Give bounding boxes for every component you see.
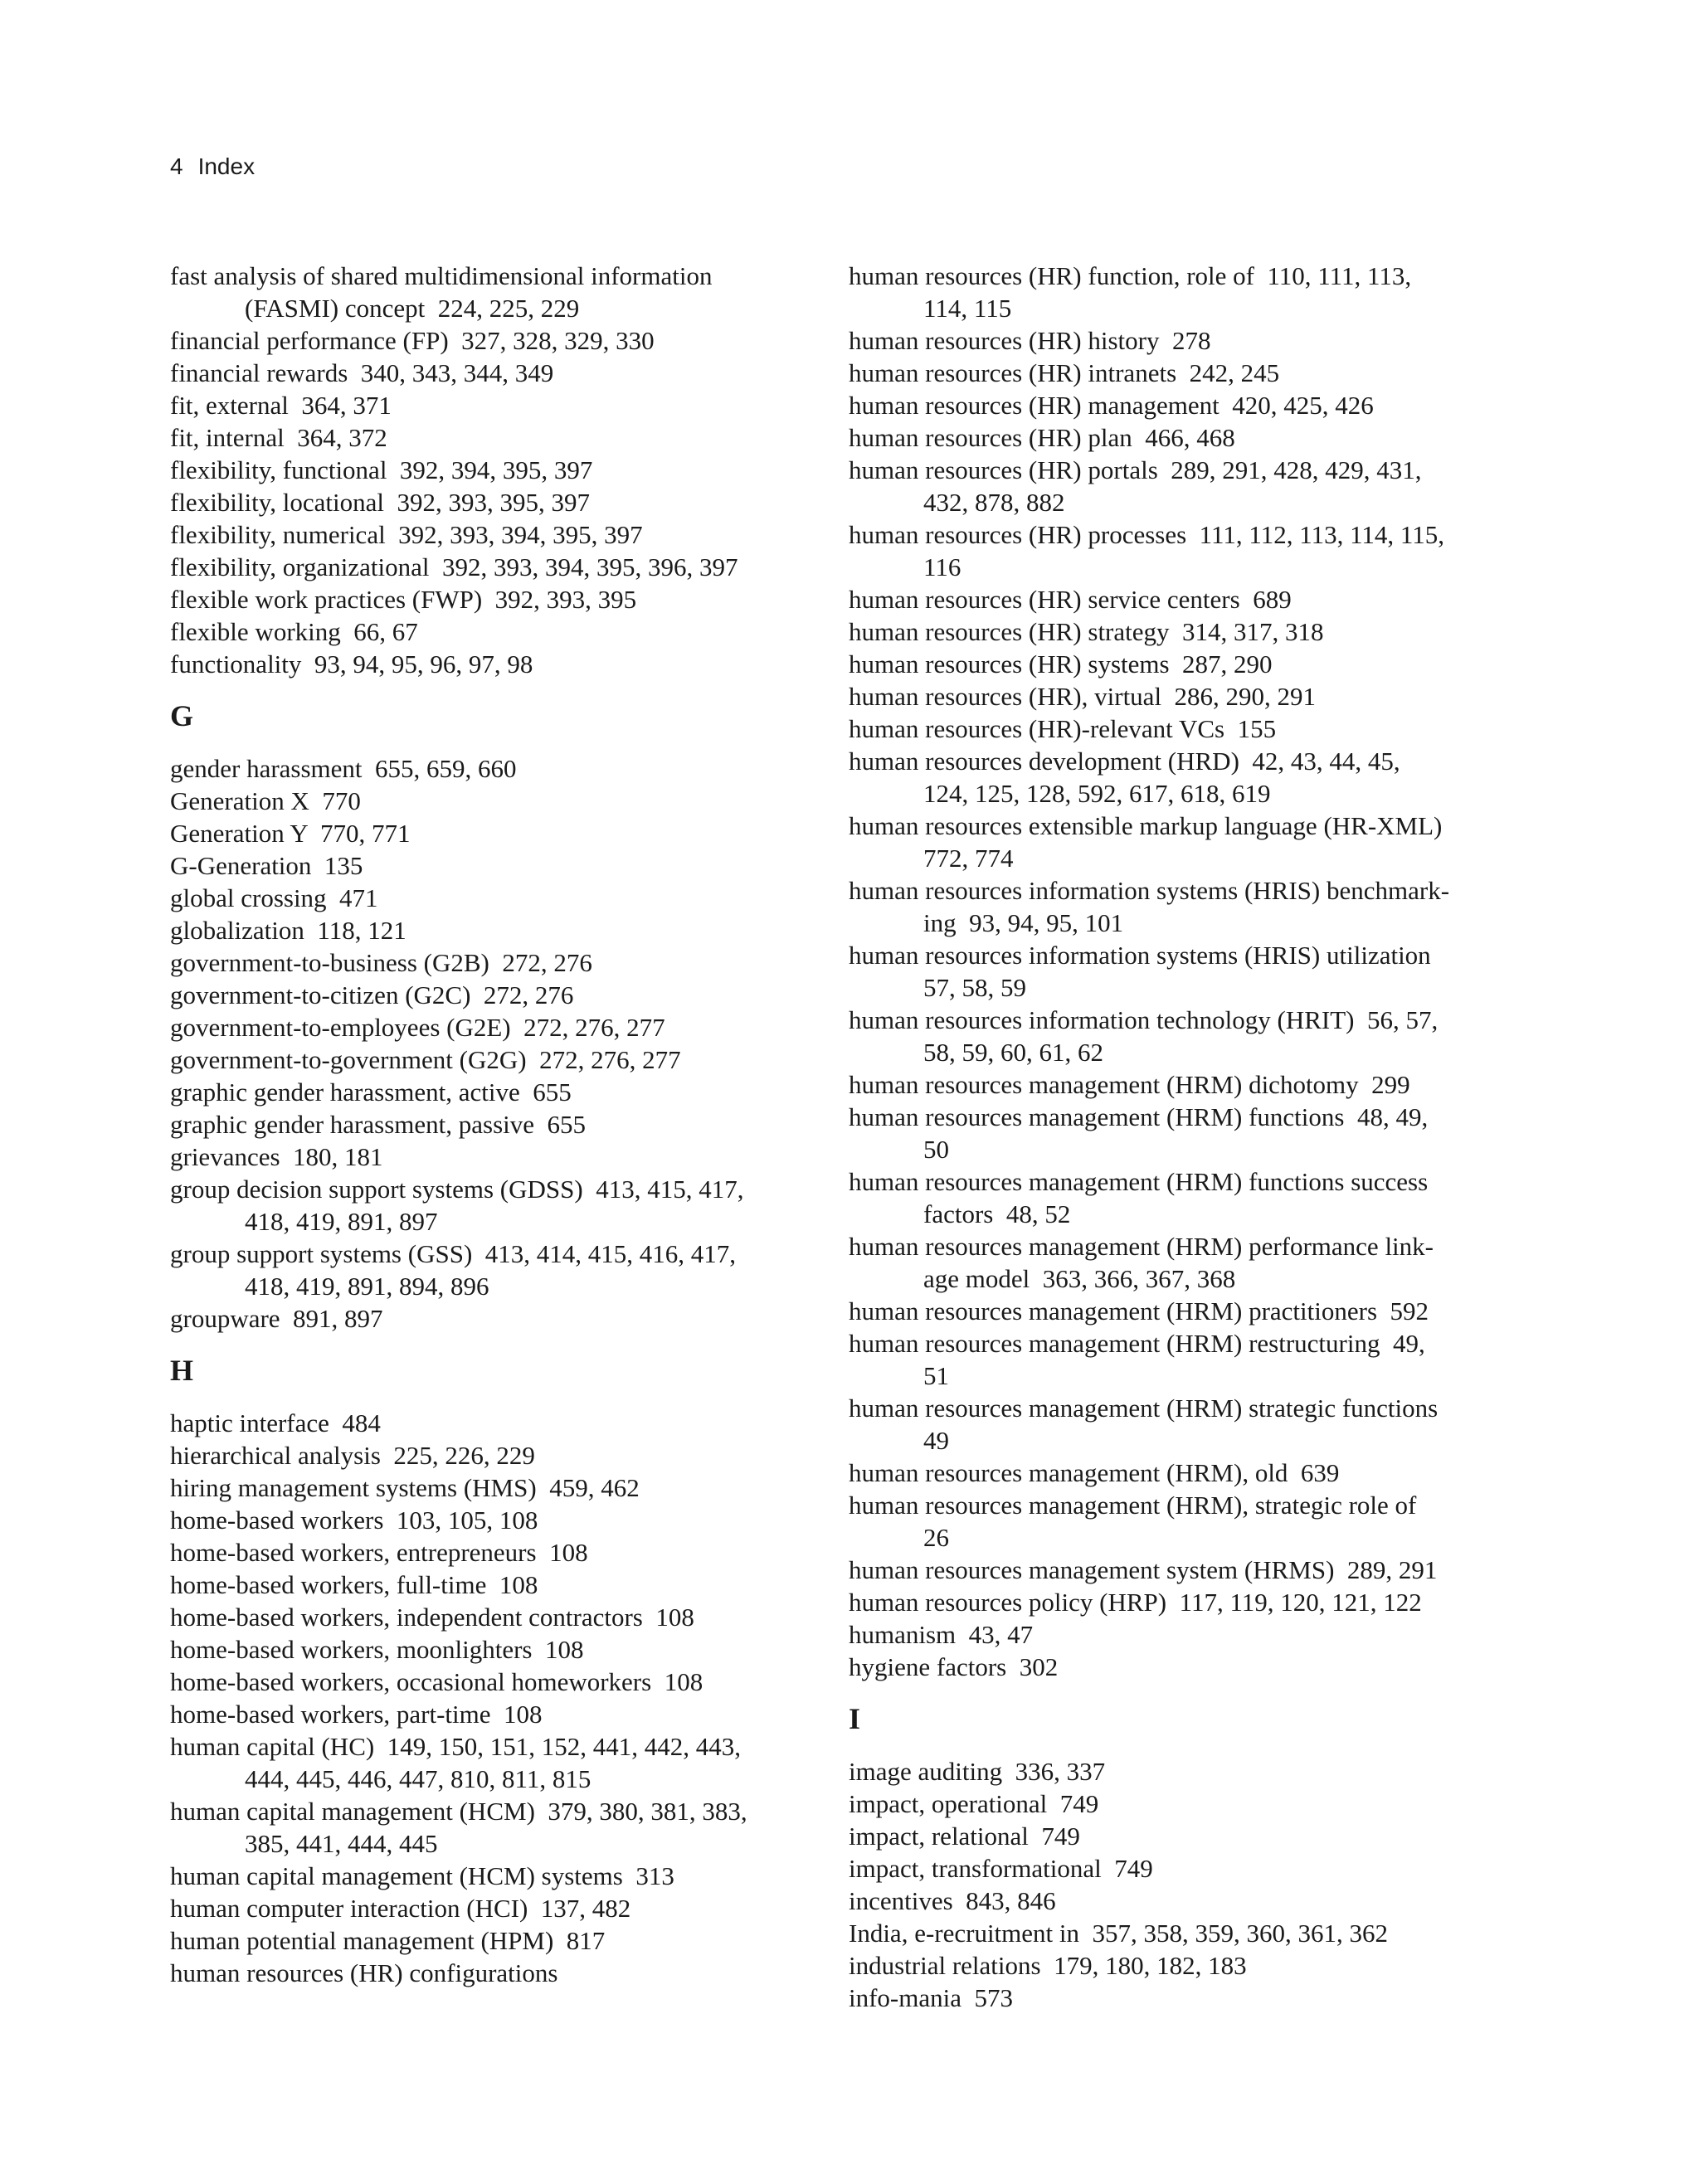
index-entry-continuation: factors 48, 52 [923,1199,1071,1228]
index-entry [170,1108,801,1141]
index-entry-continuation: 51 [923,1361,949,1390]
index-entry-line: incentives 843, 846 [849,1886,1056,1915]
index-entry-line: flexible working 66, 67 [170,617,418,646]
index-entry-line: grievances 180, 181 [170,1142,383,1171]
index-entry [849,1820,1496,1852]
index-entry [170,1439,801,1471]
index-entry [849,357,1496,389]
index-entry [849,1852,1496,1885]
index-entry-line: human capital management (HCM) 379, 380, 381, 383, [170,1797,747,1826]
index-entry [849,1327,1496,1392]
index-entry-line: human capital (HC) 149, 150, 151, 152, 441, 442, 443, [170,1732,741,1761]
index-entry-line: flexible work practices (FWP) 392, 393, 395 [170,585,637,614]
index-entry [849,454,1496,518]
index-entry-line: government-to-citizen (G2C) 272, 276 [170,980,574,1009]
index-entry-line: human computer interaction (HCI) 137, 482 [170,1894,631,1923]
index-entry [849,1949,1496,1982]
index-entry [170,454,801,486]
index-entry-line: human resources information systems (HRIS) benchmark- [849,876,1450,905]
index-entry-line: human resources management (HRM) practitioners 592 [849,1296,1429,1325]
index-entry-continuation: 26 [923,1523,949,1552]
index-entry-continuation: ing 93, 94, 95, 101 [923,908,1124,937]
index-entry-line: home-based workers, full-time 108 [170,1570,538,1599]
index-entry-line: human resources information technology (HRIT) 56, 57, [849,1005,1439,1034]
index-entry-line: human resources management system (HRMS) 289, 291 [849,1555,1438,1584]
index-entry-line: government-to-business (G2B) 272, 276 [170,948,592,977]
index-entry [849,1554,1496,1586]
index-entry-line: human resources (HR) strategy 314, 317, 318 [849,617,1324,646]
index-entry-line: India, e-recruitment in 357, 358, 359, 360, 361, 362 [849,1919,1389,1948]
index-column-right [849,260,1496,2014]
index-entry [170,1504,801,1536]
index-entry [170,1957,801,1989]
index-entry [170,1666,801,1698]
index-entry [170,849,801,882]
index-entry-line: human resources management (HRM) strategic functions [849,1394,1439,1423]
index-entry-line: home-based workers, occasional homeworkers 108 [170,1667,703,1696]
index-entry [849,324,1496,357]
index-entry [849,1392,1496,1457]
index-entry [170,1302,801,1335]
index-column-left [170,260,801,1989]
index-entry [849,1101,1496,1165]
index-entry-continuation: 114, 115 [923,294,1012,323]
index-entry-line: human resources management (HRM), old 639 [849,1458,1340,1487]
index-entry [170,583,801,615]
page-number: 4 [170,153,183,179]
index-entry-continuation: 57, 58, 59 [923,973,1026,1002]
index-entry-line: group support systems (GSS) 413, 414, 415, 416, 417, [170,1239,737,1268]
index-entry [170,1141,801,1173]
index-entry-line: human resources management (HRM) performance link- [849,1232,1434,1261]
index-entry-continuation: age model 363, 366, 367, 368 [923,1264,1236,1293]
index-entry-line: fit, external 364, 371 [170,391,392,420]
index-entry-continuation: 418, 419, 891, 894, 896 [245,1272,489,1301]
index-entry [849,389,1496,421]
index-entry-line: human resources (HR) portals 289, 291, 428, 429, 431, [849,455,1422,484]
index-entry-line: globalization 118, 121 [170,916,406,945]
index-entry [170,1860,801,1892]
running-head-title: Index [197,153,256,179]
index-entry-line: human resources (HR) function, role of 110, 111, 113, [849,261,1412,290]
index-entry-line: graphic gender harassment, passive 655 [170,1110,587,1139]
index-entry-line: industrial relations 179, 180, 182, 183 [849,1951,1247,1980]
index-entry-line: home-based workers, independent contractors 108 [170,1603,694,1632]
index-entry-line: Generation X 770 [170,786,361,815]
index-entry-line: government-to-government (G2G) 272, 276, 277 [170,1045,681,1074]
index-entry-line: humanism 43, 47 [849,1620,1034,1649]
index-entry [170,260,801,324]
index-entry [849,1068,1496,1101]
index-entry [170,914,801,946]
index-entry [849,1004,1496,1068]
index-entry [170,551,801,583]
index-entry-line: flexibility, locational 392, 393, 395, 397 [170,488,590,517]
running-head [170,152,255,182]
index-entry-line: human resources management (HRM), strategic role of [849,1491,1417,1520]
index-entry [170,615,801,648]
index-entry [170,1407,801,1439]
index-entry-line: haptic interface 484 [170,1408,381,1437]
index-entry-line: human resources development (HRD) 42, 43, 44, 45, [849,747,1400,776]
index-entry-line: G-Generation 135 [170,851,363,880]
index-entry [170,1633,801,1666]
index-entry-continuation: 58, 59, 60, 61, 62 [923,1038,1103,1067]
index-entry-line: government-to-employees (G2E) 272, 276, 277 [170,1013,665,1042]
index-entry [849,1457,1496,1489]
index-entry [849,939,1496,1004]
index-entry-line: human resources policy (HRP) 117, 119, 120, 121, 122 [849,1588,1422,1617]
index-entry [170,389,801,421]
index-entry-line: human capital management (HCM) systems 313 [170,1861,674,1890]
index-entry [849,260,1496,324]
index-entry-continuation: 116 [923,552,961,581]
index-entry-line: human resources (HR)-relevant VCs 155 [849,714,1277,743]
index-entry [849,1917,1496,1949]
index-entry-line: human resources (HR) management 420, 425, 426 [849,391,1374,420]
index-entry-line: human resources extensible markup language (HR-XML) [849,811,1443,840]
index-entry [170,357,801,389]
index-entry [170,1795,801,1860]
index-entry-line: fit, internal 364, 372 [170,423,387,452]
index-entry-line: Generation Y 770, 771 [170,819,411,848]
index-entry-line: info-mania 573 [849,1983,1014,2012]
index-entry [849,1885,1496,1917]
index-entry [170,1238,801,1302]
index-entry-continuation: 50 [923,1135,949,1164]
index-entry-continuation: 124, 125, 128, 592, 617, 618, 619 [923,779,1271,808]
index-entry [849,1165,1496,1230]
index-entry-line: human resources (HR) processes 111, 112, 113, 114, 115, [849,520,1445,549]
index-entry [170,1569,801,1601]
index-entry-line: human potential management (HPM) 817 [170,1926,606,1955]
index-entry [849,810,1496,874]
index-entry [849,583,1496,615]
index-entry [849,1295,1496,1327]
index-entry-continuation: 418, 419, 891, 897 [245,1207,438,1236]
index-entry-line: human resources management (HRM) restructuring 49, [849,1329,1425,1358]
index-entry-line: human resources (HR) history 278 [849,326,1211,355]
index-entry-line: financial rewards 340, 343, 344, 349 [170,358,554,387]
index-entry-line: financial performance (FP) 327, 328, 329, 330 [170,326,655,355]
index-entry-line: human resources management (HRM) functions success [849,1167,1429,1196]
index-entry-line: graphic gender harassment, active 655 [170,1077,572,1107]
index-entry-line: flexibility, numerical 392, 393, 394, 395, 397 [170,520,643,549]
index-entry-line: human resources information systems (HRIS) utilization [849,941,1431,970]
index-entry [170,421,801,454]
index-entry [849,1586,1496,1618]
index-entry-line: flexibility, functional 392, 394, 395, 397 [170,455,593,484]
index-entry [849,648,1496,680]
index-entry [849,1230,1496,1295]
index-entry-line: human resources (HR) service centers 689 [849,585,1292,614]
index-entry-continuation: 772, 774 [923,844,1014,873]
index-entry [849,1618,1496,1651]
index-entry [849,680,1496,713]
index-entry [170,1011,801,1043]
index-entry-line: functionality 93, 94, 95, 96, 97, 98 [170,649,533,679]
index-entry-line: human resources management (HRM) dichotomy 299 [849,1070,1410,1099]
index-entry-continuation: 385, 441, 444, 445 [245,1829,438,1858]
index-entry [849,1489,1496,1554]
index-entry [849,1788,1496,1820]
index-entry-line: groupware 891, 897 [170,1304,383,1333]
index-entry-line: home-based workers, moonlighters 108 [170,1635,584,1664]
index-entry-continuation: 444, 445, 446, 447, 810, 811, 815 [245,1764,591,1793]
index-entry [170,979,801,1011]
index-entry [849,615,1496,648]
index-entry [170,882,801,914]
index-entry [170,817,801,849]
index-entry [170,324,801,357]
index-entry-line: human resources management (HRM) functions 48, 49, [849,1102,1429,1131]
index-entry [849,421,1496,454]
index-entry [170,1536,801,1569]
index-entry-line: home-based workers, part-time 108 [170,1700,543,1729]
index-entry-line: home-based workers, entrepreneurs 108 [170,1538,588,1567]
index-entry-line: image auditing 336, 337 [849,1757,1106,1786]
index-entry [170,518,801,551]
index-entry-line: flexibility, organizational 392, 393, 394, 395, 396, 397 [170,552,738,581]
index-entry [170,486,801,518]
index-entry [849,1982,1496,2014]
index-entry [170,1076,801,1108]
index-entry [849,713,1496,745]
index-entry-line: group decision support systems (GDSS) 413, 415, 417, [170,1175,744,1204]
index-entry-line: hierarchical analysis 225, 226, 229 [170,1441,535,1470]
index-entry [170,1892,801,1924]
index-entry-line: gender harassment 655, 659, 660 [170,754,517,783]
index-entry [170,785,801,817]
index-entry [170,1043,801,1076]
index-entry-line: hygiene factors 302 [849,1652,1059,1681]
index-entry-line: human resources (HR) intranets 242, 245 [849,358,1280,387]
index-entry [849,745,1496,810]
index-entry [170,1730,801,1795]
index-entry-line: human resources (HR) plan 466, 468 [849,423,1235,452]
index-entry [170,946,801,979]
index-entry-line: impact, transformational 749 [849,1854,1153,1883]
index-entry-line: fast analysis of shared multidimensional information [170,261,713,290]
index-entry-continuation: 49 [923,1426,949,1455]
index-entry-line: home-based workers 103, 105, 108 [170,1505,538,1535]
index-entry [849,1651,1496,1683]
index-entry [170,752,801,785]
index-entry [170,1698,801,1730]
index-entry [849,874,1496,939]
index-entry [170,1471,801,1504]
index-entry-line: hiring management systems (HMS) 459, 462 [170,1473,640,1502]
index-entry-line: human resources (HR), virtual 286, 290, 291 [849,682,1317,711]
index-entry-continuation: 432, 878, 882 [923,488,1065,517]
index-entry [170,1173,801,1238]
index-entry-line: impact, operational 749 [849,1789,1099,1818]
index-entry-line: impact, relational 749 [849,1822,1080,1851]
index-entry [170,648,801,680]
letter-heading: G [170,699,194,732]
letter-heading: H [170,1354,194,1387]
index-entry [170,1601,801,1633]
letter-heading: I [849,1702,861,1735]
index-entry-continuation: (FASMI) concept 224, 225, 229 [245,294,580,323]
index-entry [849,1755,1496,1788]
index-entry [849,518,1496,583]
index-entry-line: human resources (HR) configurations [170,1958,558,1987]
index-entry-line: global crossing 471 [170,883,378,912]
index-entry-line: human resources (HR) systems 287, 290 [849,649,1273,679]
index-entry [170,1924,801,1957]
